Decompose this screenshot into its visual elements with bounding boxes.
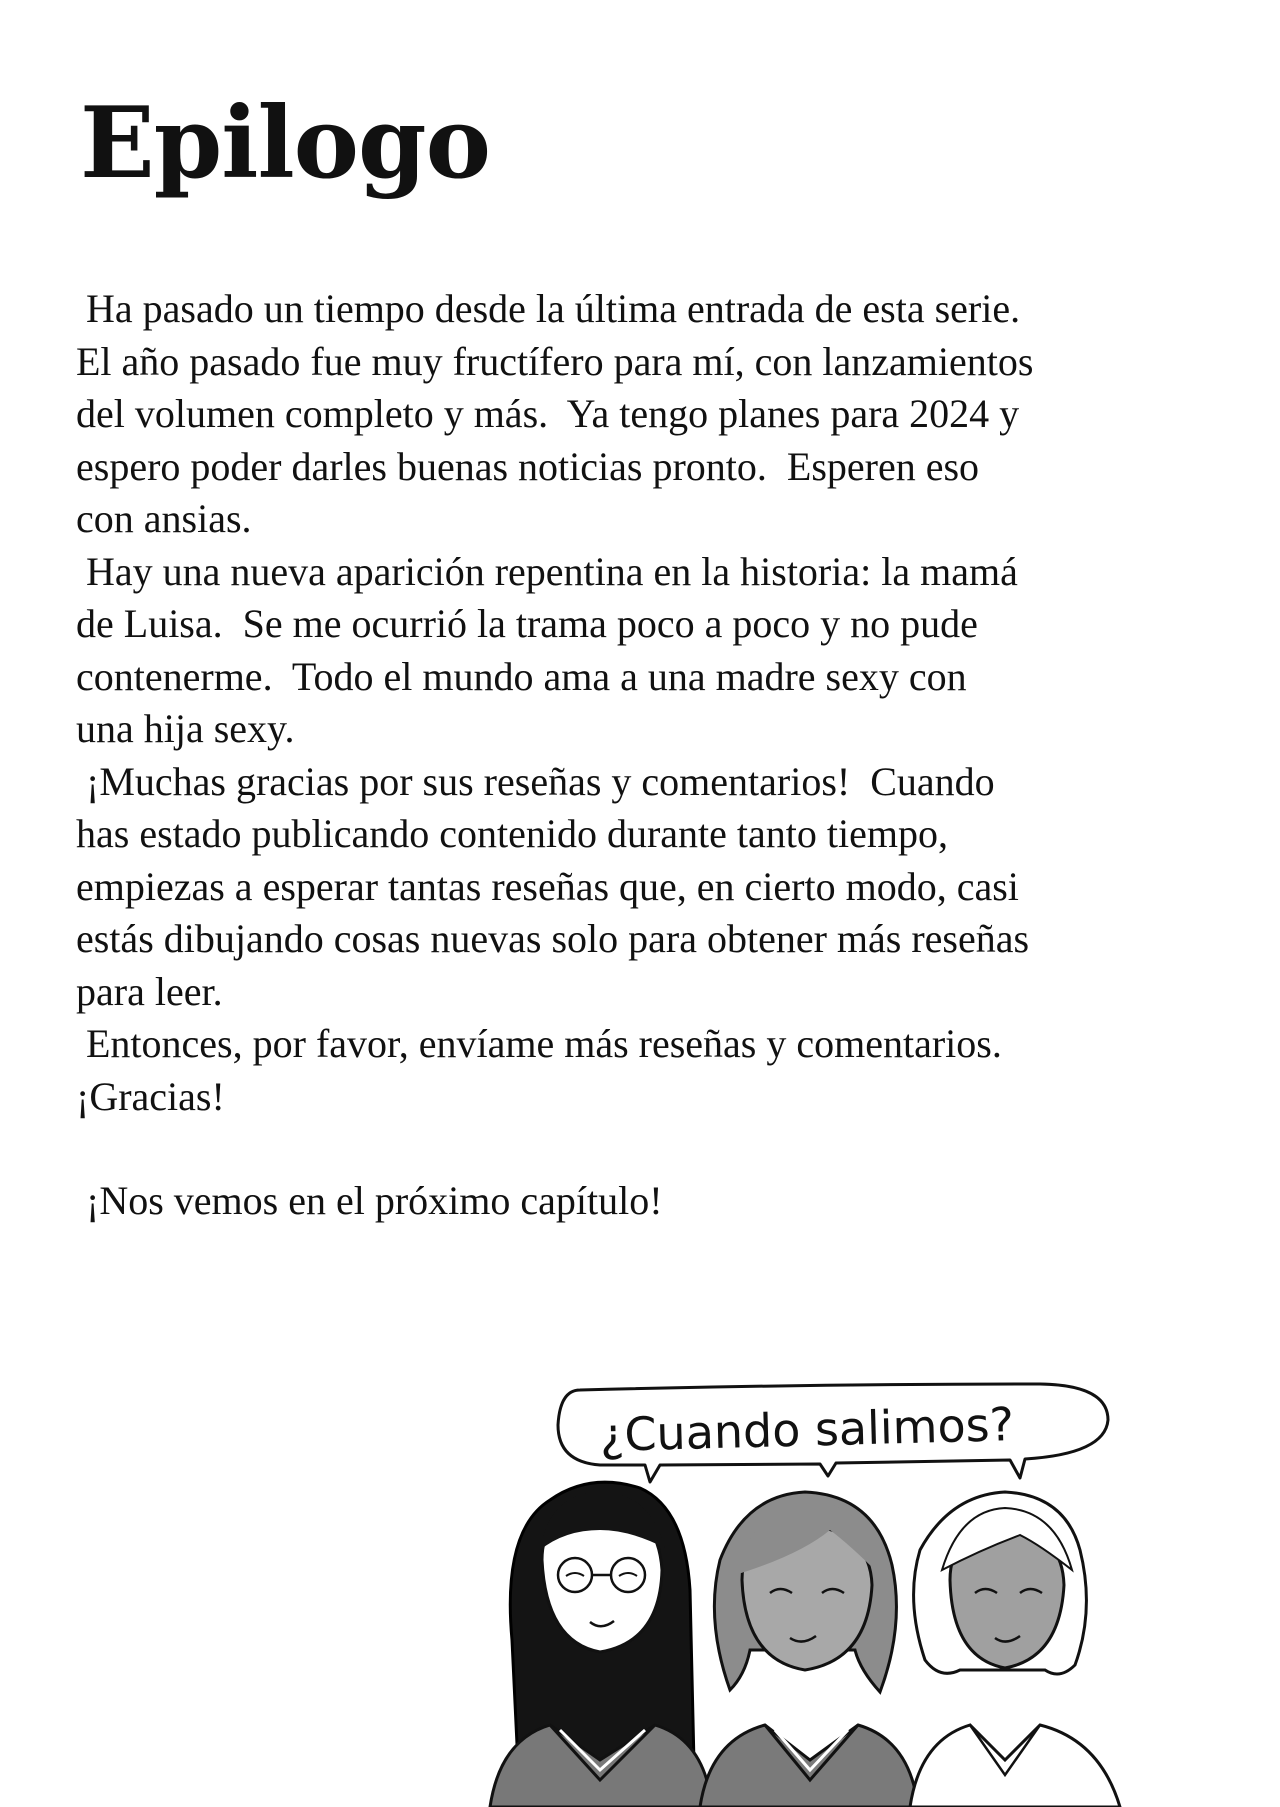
- text-line: Ha pasado un tiempo desde la última entrada de esta serie.: [76, 286, 1021, 331]
- text-line: una hija sexy.: [76, 706, 295, 751]
- speech-bubble-text: ¿Cuando salimos?: [599, 1397, 1015, 1462]
- page-title: Epilogo: [80, 86, 490, 201]
- text-line: contenerme. Todo el mundo ama a una madre sexy con: [76, 653, 967, 699]
- text-line: El año pasado fue muy fructífero para mí, con lanzamientos: [76, 338, 1034, 384]
- text-line: empiezas a esperar tantas reseñas que, en cierto modo, casi: [76, 863, 1019, 909]
- text-line: Entonces, por favor, envíame más reseñas y comentarios.: [76, 1021, 1002, 1066]
- text-line: espero poder darles buenas noticias pronto. Esperen eso: [76, 443, 980, 489]
- epilogue-text: [76, 283, 1246, 1228]
- text-line: estás dibujando cosas nuevas solo para obtener más reseñas: [76, 916, 1030, 961]
- text-line: de Luisa. Se me ocurrió la trama poco a poco y no pude: [76, 601, 978, 646]
- text-line: para leer.: [76, 968, 223, 1014]
- paragraph-gap: [76, 1123, 1246, 1175]
- character-curly-hair-girl: [910, 1492, 1120, 1807]
- character-glasses-girl: [490, 1482, 712, 1807]
- closing-line: ¡Nos vemos en el próximo capítulo!: [76, 1178, 663, 1223]
- text-line: ¡Muchas gracias por sus reseñas y comentarios! Cuando: [76, 758, 995, 804]
- text-line: Hay una nueva aparición repentina en la historia: la mamá: [76, 548, 1018, 594]
- character-gray-hair-girl: [700, 1492, 918, 1807]
- text-line: del volumen completo y más. Ya tengo planes para 2024 y: [76, 391, 1020, 436]
- text-line: has estado publicando contenido durante tanto tiempo,: [76, 811, 948, 856]
- text-line: con ansias.: [76, 496, 252, 541]
- text-line: ¡Gracias!: [76, 1073, 225, 1119]
